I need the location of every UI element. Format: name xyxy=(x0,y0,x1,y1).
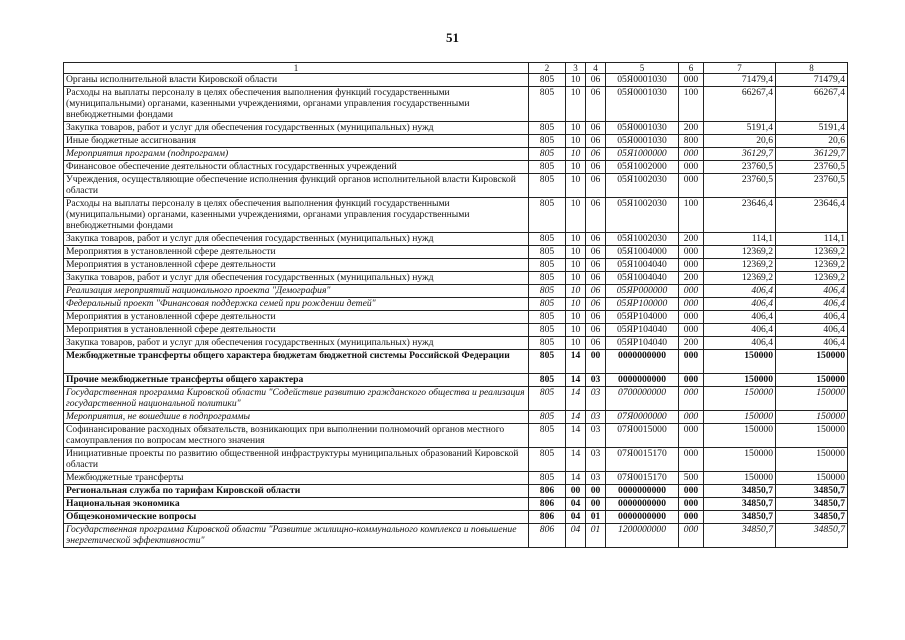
amount-col7: 12369,2 xyxy=(704,272,776,285)
amount-col7: 34850,7 xyxy=(704,511,776,524)
subsection-code: 00 xyxy=(586,350,606,374)
target-article-code: 0000000000 xyxy=(606,374,679,387)
item-name: Мероприятия, не вошедшие в подпрограммы xyxy=(64,411,529,424)
amount-col7: 23760,5 xyxy=(704,161,776,174)
target-article-code: 05Я1004040 xyxy=(606,272,679,285)
ministry-code: 805 xyxy=(529,246,566,259)
expense-type-code: 000 xyxy=(679,246,704,259)
amount-col8: 150000 xyxy=(776,350,848,374)
amount-col8: 406,4 xyxy=(776,298,848,311)
table-row xyxy=(64,272,848,285)
expense-type-code: 100 xyxy=(679,87,704,122)
expense-type-code: 000 xyxy=(679,74,704,87)
item-name: Закупка товаров, работ и услуг для обеспечения государственных (муниципальных) нужд xyxy=(64,337,529,350)
target-article-code: 07Я0015000 xyxy=(606,424,679,448)
col-header: 2 xyxy=(529,63,566,74)
section-code: 10 xyxy=(566,285,586,298)
amount-col8: 34850,7 xyxy=(776,511,848,524)
subsection-code: 06 xyxy=(586,161,606,174)
amount-col8: 150000 xyxy=(776,411,848,424)
header-row xyxy=(64,63,848,74)
target-article-code: 05ЯР000000 xyxy=(606,285,679,298)
table-row xyxy=(64,246,848,259)
item-name: Расходы на выплаты персоналу в целях обеспечения выполнения функций государственными (муниципальными) органами, казенными учреждениями, органами управления государственными внебюджетными фондами xyxy=(64,198,529,233)
table-row xyxy=(64,324,848,337)
amount-col8: 406,4 xyxy=(776,337,848,350)
target-article-code: 05Я1002000 xyxy=(606,161,679,174)
section-code: 14 xyxy=(566,411,586,424)
target-article-code: 05Я0001030 xyxy=(606,87,679,122)
table-row xyxy=(64,511,848,524)
subsection-code: 06 xyxy=(586,337,606,350)
expense-type-code: 800 xyxy=(679,135,704,148)
subsection-code: 06 xyxy=(586,298,606,311)
section-code: 10 xyxy=(566,74,586,87)
expense-type-code: 200 xyxy=(679,233,704,246)
subsection-code: 06 xyxy=(586,324,606,337)
subsection-code: 06 xyxy=(586,135,606,148)
ministry-code: 805 xyxy=(529,233,566,246)
item-name: Прочие межбюджетные трансферты общего характера xyxy=(64,374,529,387)
amount-col7: 406,4 xyxy=(704,337,776,350)
target-article-code: 07Я0000000 xyxy=(606,411,679,424)
ministry-code: 805 xyxy=(529,448,566,472)
ministry-code: 805 xyxy=(529,350,566,374)
amount-col7: 150000 xyxy=(704,424,776,448)
subsection-code: 06 xyxy=(586,122,606,135)
amount-col8: 5191,4 xyxy=(776,122,848,135)
subsection-code: 00 xyxy=(586,498,606,511)
item-name: Межбюджетные трансферты xyxy=(64,472,529,485)
col-header: 1 xyxy=(64,63,529,74)
section-code: 10 xyxy=(566,311,586,324)
target-article-code: 0000000000 xyxy=(606,485,679,498)
table-row xyxy=(64,135,848,148)
target-article-code: 1200000000 xyxy=(606,524,679,548)
amount-col7: 23760,5 xyxy=(704,174,776,198)
amount-col8: 150000 xyxy=(776,472,848,485)
item-name: Софинансирование расходных обязательств, возникающих при выполнении полномочий органов местного самоуправления по вопросам местного значения xyxy=(64,424,529,448)
amount-col7: 66267,4 xyxy=(704,87,776,122)
target-article-code: 05Я1004040 xyxy=(606,259,679,272)
expense-type-code: 000 xyxy=(679,498,704,511)
item-name: Федеральный проект "Финансовая поддержка семей при рождении детей" xyxy=(64,298,529,311)
target-article-code: 05ЯР104040 xyxy=(606,337,679,350)
amount-col7: 406,4 xyxy=(704,285,776,298)
col-header: 5 xyxy=(606,63,679,74)
subsection-code: 06 xyxy=(586,87,606,122)
target-article-code: 05Я1002030 xyxy=(606,198,679,233)
section-code: 10 xyxy=(566,246,586,259)
section-code: 10 xyxy=(566,233,586,246)
table-row xyxy=(64,122,848,135)
amount-col8: 23760,5 xyxy=(776,161,848,174)
expense-type-code: 000 xyxy=(679,411,704,424)
ministry-code: 805 xyxy=(529,87,566,122)
amount-col8: 406,4 xyxy=(776,311,848,324)
table-row xyxy=(64,411,848,424)
amount-col7: 150000 xyxy=(704,350,776,374)
amount-col8: 12369,2 xyxy=(776,246,848,259)
table-row xyxy=(64,74,848,87)
col-header: 8 xyxy=(776,63,848,74)
section-code: 14 xyxy=(566,350,586,374)
item-name: Реализация мероприятий национального проекта "Демография" xyxy=(64,285,529,298)
target-article-code: 05Я1002030 xyxy=(606,174,679,198)
subsection-code: 01 xyxy=(586,511,606,524)
expense-type-code: 000 xyxy=(679,448,704,472)
ministry-code: 805 xyxy=(529,161,566,174)
target-article-code: 0000000000 xyxy=(606,350,679,374)
target-article-code: 05Я0001030 xyxy=(606,74,679,87)
expense-type-code: 000 xyxy=(679,511,704,524)
amount-col8: 23646,4 xyxy=(776,198,848,233)
amount-col8: 150000 xyxy=(776,374,848,387)
subsection-code: 01 xyxy=(586,524,606,548)
col-header: 4 xyxy=(586,63,606,74)
section-code: 04 xyxy=(566,498,586,511)
subsection-code: 03 xyxy=(586,472,606,485)
subsection-code: 06 xyxy=(586,285,606,298)
ministry-code: 805 xyxy=(529,285,566,298)
section-code: 10 xyxy=(566,148,586,161)
subsection-code: 00 xyxy=(586,485,606,498)
amount-col8: 150000 xyxy=(776,424,848,448)
subsection-code: 06 xyxy=(586,148,606,161)
table-row xyxy=(64,298,848,311)
col-header: 6 xyxy=(679,63,704,74)
table-row xyxy=(64,148,848,161)
ministry-code: 805 xyxy=(529,148,566,161)
amount-col7: 114,1 xyxy=(704,233,776,246)
item-name: Государственная программа Кировской области "Развитие жилищно-коммунального комплекса и повышение энергетической эффективности" xyxy=(64,524,529,548)
subsection-code: 06 xyxy=(586,198,606,233)
section-code: 00 xyxy=(566,485,586,498)
ministry-code: 805 xyxy=(529,472,566,485)
table-row xyxy=(64,485,848,498)
amount-col8: 23760,5 xyxy=(776,174,848,198)
amount-col8: 150000 xyxy=(776,387,848,411)
ministry-code: 806 xyxy=(529,524,566,548)
amount-col8: 34850,7 xyxy=(776,485,848,498)
amount-col7: 150000 xyxy=(704,472,776,485)
subsection-code: 06 xyxy=(586,246,606,259)
subsection-code: 06 xyxy=(586,272,606,285)
expense-type-code: 000 xyxy=(679,298,704,311)
expense-type-code: 000 xyxy=(679,374,704,387)
amount-col8: 66267,4 xyxy=(776,87,848,122)
section-code: 14 xyxy=(566,374,586,387)
target-article-code: 0700000000 xyxy=(606,387,679,411)
item-name: Мероприятия в установленной сфере деятельности xyxy=(64,311,529,324)
amount-col8: 20,6 xyxy=(776,135,848,148)
ministry-code: 805 xyxy=(529,374,566,387)
item-name: Финансовое обеспечение деятельности областных государственных учреждений xyxy=(64,161,529,174)
amount-col7: 36129,7 xyxy=(704,148,776,161)
table-row xyxy=(64,311,848,324)
subsection-code: 03 xyxy=(586,387,606,411)
expense-type-code: 100 xyxy=(679,198,704,233)
amount-col7: 12369,2 xyxy=(704,259,776,272)
target-article-code: 05Я0001030 xyxy=(606,135,679,148)
table-row xyxy=(64,174,848,198)
table-row xyxy=(64,233,848,246)
ministry-code: 805 xyxy=(529,424,566,448)
expense-type-code: 000 xyxy=(679,148,704,161)
budget-table xyxy=(63,62,848,548)
amount-col8: 34850,7 xyxy=(776,524,848,548)
item-name: Расходы на выплаты персоналу в целях обеспечения выполнения функций государственными (муниципальными) органами, казенными учреждениями, органами управления государственными внебюджетными фондами xyxy=(64,87,529,122)
expense-type-code: 200 xyxy=(679,337,704,350)
expense-type-code: 500 xyxy=(679,472,704,485)
table-row xyxy=(64,374,848,387)
section-code: 14 xyxy=(566,387,586,411)
amount-col8: 406,4 xyxy=(776,285,848,298)
expense-type-code: 000 xyxy=(679,424,704,448)
item-name: Инициативные проекты по развитию общественной инфраструктуры муниципальных образований Кировской области xyxy=(64,448,529,472)
amount-col7: 20,6 xyxy=(704,135,776,148)
subsection-code: 06 xyxy=(586,74,606,87)
amount-col7: 34850,7 xyxy=(704,485,776,498)
item-name: Межбюджетные трансферты общего характера бюджетам бюджетной системы Российской Федерации xyxy=(64,350,529,374)
ministry-code: 805 xyxy=(529,311,566,324)
ministry-code: 806 xyxy=(529,511,566,524)
subsection-code: 03 xyxy=(586,448,606,472)
amount-col7: 12369,2 xyxy=(704,246,776,259)
ministry-code: 805 xyxy=(529,259,566,272)
item-name: Общеэкономические вопросы xyxy=(64,511,529,524)
subsection-code: 06 xyxy=(586,311,606,324)
ministry-code: 806 xyxy=(529,485,566,498)
ministry-code: 805 xyxy=(529,411,566,424)
section-code: 14 xyxy=(566,472,586,485)
table-row xyxy=(64,350,848,374)
item-name: Органы исполнительной власти Кировской области xyxy=(64,74,529,87)
ministry-code: 805 xyxy=(529,272,566,285)
ministry-code: 805 xyxy=(529,174,566,198)
amount-col8: 34850,7 xyxy=(776,498,848,511)
amount-col7: 406,4 xyxy=(704,298,776,311)
expense-type-code: 000 xyxy=(679,524,704,548)
section-code: 14 xyxy=(566,448,586,472)
amount-col8: 71479,4 xyxy=(776,74,848,87)
amount-col7: 150000 xyxy=(704,411,776,424)
item-name: Мероприятия в установленной сфере деятельности xyxy=(64,324,529,337)
target-article-code: 0000000000 xyxy=(606,498,679,511)
section-code: 10 xyxy=(566,122,586,135)
col-header: 7 xyxy=(704,63,776,74)
amount-col7: 406,4 xyxy=(704,311,776,324)
target-article-code: 0000000000 xyxy=(606,511,679,524)
amount-col8: 406,4 xyxy=(776,324,848,337)
item-name: Мероприятия в установленной сфере деятельности xyxy=(64,259,529,272)
expense-type-code: 000 xyxy=(679,387,704,411)
amount-col7: 150000 xyxy=(704,374,776,387)
amount-col7: 71479,4 xyxy=(704,74,776,87)
expense-type-code: 000 xyxy=(679,259,704,272)
section-code: 10 xyxy=(566,272,586,285)
target-article-code: 05Я1004000 xyxy=(606,246,679,259)
section-code: 10 xyxy=(566,135,586,148)
expense-type-code: 000 xyxy=(679,485,704,498)
item-name: Мероприятия в установленной сфере деятельности xyxy=(64,246,529,259)
table-row xyxy=(64,198,848,233)
table-row xyxy=(64,259,848,272)
subsection-code: 03 xyxy=(586,424,606,448)
section-code: 10 xyxy=(566,174,586,198)
section-code: 10 xyxy=(566,161,586,174)
amount-col7: 34850,7 xyxy=(704,524,776,548)
item-name: Государственная программа Кировской области "Содействие развитию гражданского общества и реализация государственной национальной политики" xyxy=(64,387,529,411)
ministry-code: 805 xyxy=(529,387,566,411)
expense-type-code: 000 xyxy=(679,285,704,298)
subsection-code: 03 xyxy=(586,374,606,387)
expense-type-code: 200 xyxy=(679,272,704,285)
section-code: 10 xyxy=(566,324,586,337)
section-code: 10 xyxy=(566,298,586,311)
table-row xyxy=(64,498,848,511)
ministry-code: 805 xyxy=(529,198,566,233)
item-name: Закупка товаров, работ и услуг для обеспечения государственных (муниципальных) нужд xyxy=(64,233,529,246)
table-row xyxy=(64,87,848,122)
ministry-code: 805 xyxy=(529,135,566,148)
target-article-code: 05Я0001030 xyxy=(606,122,679,135)
subsection-code: 03 xyxy=(586,411,606,424)
expense-type-code: 000 xyxy=(679,324,704,337)
table-row xyxy=(64,337,848,350)
subsection-code: 06 xyxy=(586,174,606,198)
target-article-code: 05Я1002030 xyxy=(606,233,679,246)
section-code: 10 xyxy=(566,259,586,272)
ministry-code: 806 xyxy=(529,498,566,511)
target-article-code: 05Я1000000 xyxy=(606,148,679,161)
table-row xyxy=(64,424,848,448)
table-row xyxy=(64,285,848,298)
section-code: 04 xyxy=(566,511,586,524)
table-row xyxy=(64,448,848,472)
ministry-code: 805 xyxy=(529,74,566,87)
amount-col8: 150000 xyxy=(776,448,848,472)
section-code: 10 xyxy=(566,87,586,122)
item-name: Учреждения, осуществляющие обеспечение исполнения функций органов исполнительной власти Кировской области xyxy=(64,174,529,198)
section-code: 14 xyxy=(566,424,586,448)
section-code: 04 xyxy=(566,524,586,548)
page-number: 51 xyxy=(446,30,459,45)
expense-type-code: 000 xyxy=(679,174,704,198)
table-row xyxy=(64,387,848,411)
amount-col8: 36129,7 xyxy=(776,148,848,161)
table-row xyxy=(64,472,848,485)
amount-col8: 114,1 xyxy=(776,233,848,246)
expense-type-code: 000 xyxy=(679,161,704,174)
item-name: Региональная служба по тарифам Кировской области xyxy=(64,485,529,498)
target-article-code: 05ЯР100000 xyxy=(606,298,679,311)
target-article-code: 07Я0015170 xyxy=(606,448,679,472)
amount-col7: 406,4 xyxy=(704,324,776,337)
expense-type-code: 000 xyxy=(679,311,704,324)
ministry-code: 805 xyxy=(529,122,566,135)
expense-type-code: 000 xyxy=(679,350,704,374)
ministry-code: 805 xyxy=(529,298,566,311)
target-article-code: 05ЯР104040 xyxy=(606,324,679,337)
col-header: 3 xyxy=(566,63,586,74)
section-code: 10 xyxy=(566,337,586,350)
subsection-code: 06 xyxy=(586,233,606,246)
ministry-code: 805 xyxy=(529,337,566,350)
table-row xyxy=(64,161,848,174)
expense-type-code: 200 xyxy=(679,122,704,135)
amount-col7: 150000 xyxy=(704,387,776,411)
table-row xyxy=(64,524,848,548)
amount-col7: 34850,7 xyxy=(704,498,776,511)
item-name: Национальная экономика xyxy=(64,498,529,511)
item-name: Закупка товаров, работ и услуг для обеспечения государственных (муниципальных) нужд xyxy=(64,122,529,135)
item-name: Закупка товаров, работ и услуг для обеспечения государственных (муниципальных) нужд xyxy=(64,272,529,285)
ministry-code: 805 xyxy=(529,324,566,337)
amount-col7: 23646,4 xyxy=(704,198,776,233)
item-name: Мероприятия программ (подпрограмм) xyxy=(64,148,529,161)
amount-col8: 12369,2 xyxy=(776,272,848,285)
amount-col7: 150000 xyxy=(704,448,776,472)
section-code: 10 xyxy=(566,198,586,233)
subsection-code: 06 xyxy=(586,259,606,272)
target-article-code: 07Я0015170 xyxy=(606,472,679,485)
amount-col8: 12369,2 xyxy=(776,259,848,272)
target-article-code: 05ЯР104000 xyxy=(606,311,679,324)
amount-col7: 5191,4 xyxy=(704,122,776,135)
item-name: Иные бюджетные ассигнования xyxy=(64,135,529,148)
